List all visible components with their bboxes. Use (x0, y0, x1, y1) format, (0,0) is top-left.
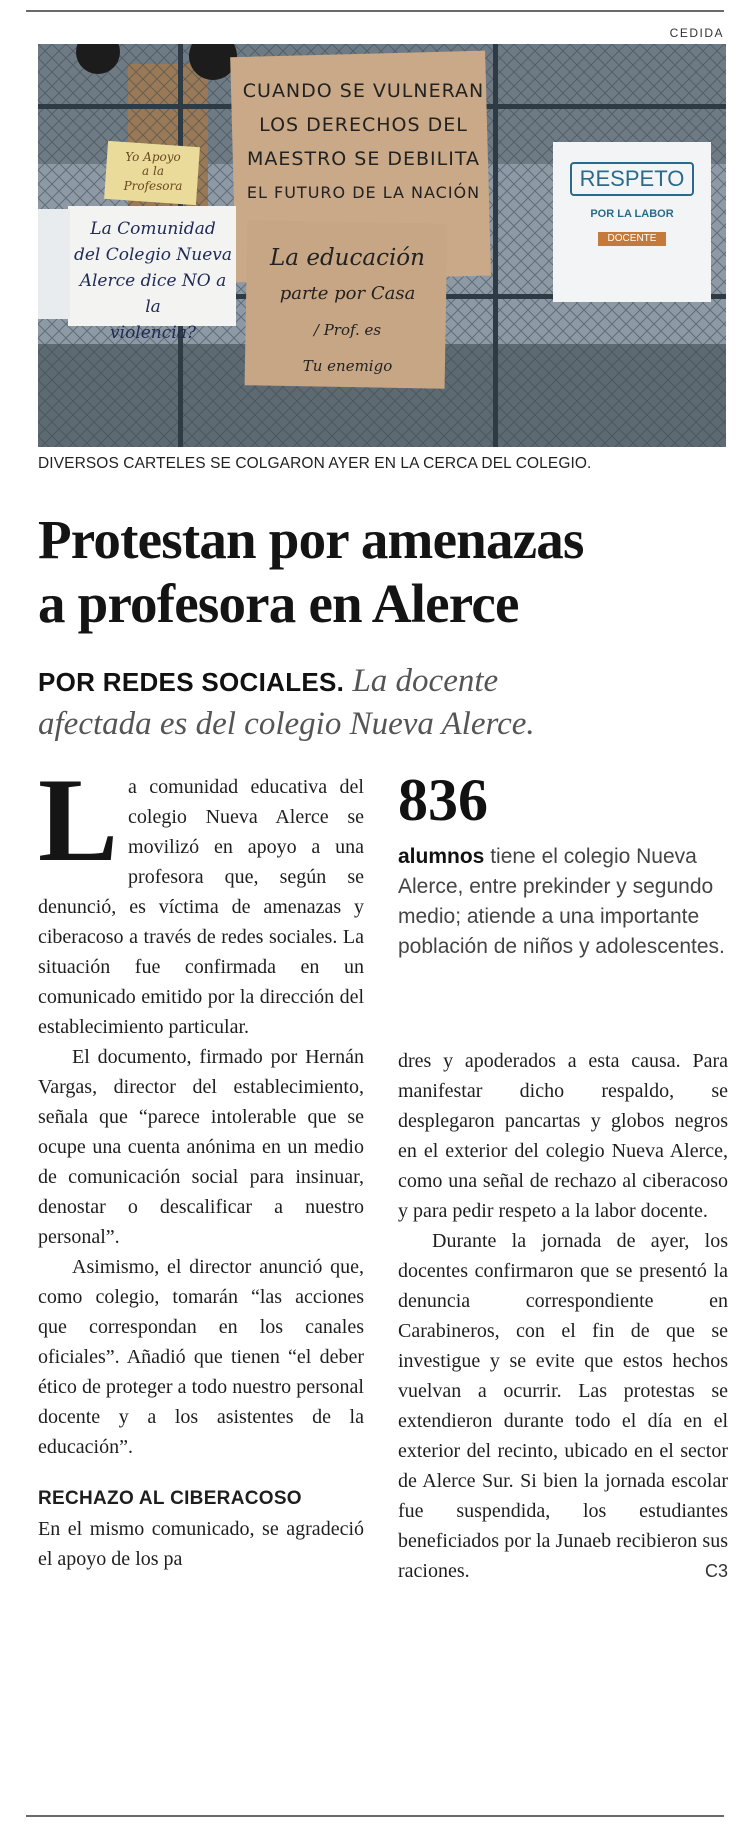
deck (38, 660, 728, 745)
paragraph-2: El documento, firmado por Hernán Vargas, director del establecimiento, señala que “parece intolerable que se ocupe una cuenta anónima en un medio de comunicación social para insinuar, denostar o descalificar a nuestro personal”. (38, 1046, 364, 1248)
headline: Protestan por amenazas a profesora en Alerce (38, 509, 584, 634)
stat-text: tiene el colegio Nueva Alerce, entre prekinder y segundo medio; atiende a una importante población de niños y adolescentes. (398, 845, 725, 958)
paragraph-5: dres y apoderados a esta causa. Para manifestar dicho respaldo, se desplegaron pancartas y globos negros en el exterior del colegio Nueva Alerce, como una señal de rechazo al ciberacoso y para pedir respeto a la labor docente. (398, 1050, 728, 1222)
column-left (38, 753, 364, 1574)
bottom-rule (26, 1815, 724, 1817)
paragraph-4: En el mismo comunicado, se agradeció el apoyo de los pa (38, 1518, 364, 1570)
photo-credit: CEDIDA (669, 26, 724, 40)
drop-cap: L (38, 753, 119, 886)
kicker: POR REDES SOCIALES. (38, 667, 345, 697)
article-photo (38, 44, 726, 447)
stat-description (398, 842, 728, 962)
column-right (398, 1046, 728, 1586)
stat-label: alumnos (398, 845, 485, 868)
lead-text-2: afectada es del colegio Nueva Alerce. (38, 706, 535, 742)
top-rule (26, 10, 724, 12)
stat-number: 836 (398, 767, 488, 833)
photo-caption: DIVERSOS CARTELES SE COLGARON AYER EN LA CERCA DEL COLEGIO. (38, 455, 592, 472)
end-mark-icon: C3 (704, 1561, 728, 1581)
education-sign: La educación parte por Casa / Prof. es Tu enemigo (270, 245, 425, 375)
main-protest-sign: CUANDO SE VULNERAN LOS DERECHOS DEL MAESTRO SE DEBILITA EL FUTURO DE LA NACIÓN (242, 80, 485, 202)
respect-sign: RESPETO POR LA LABOR DOCENTE (556, 162, 708, 246)
community-sign: La Comunidad del Colegio Nueva Alerce dice NO a la violencia? (73, 219, 233, 343)
paragraph-6: Durante la jornada de ayer, los docentes confirmaron que se presentó la denuncia correspondiente en Carabineros, con el fin de que se investigue y se evite que estos hechos vuelvan a ocurrir. Las protestas se extendieron durante todo el día en el exterior del recinto, ubicado en el sector de Alerce Sur. Si bien la jornada escolar fue suspendida, los estudiantes beneficiados por la Junaeb recibieron sus raciones. C3 (398, 1226, 728, 1586)
subheading: RECHAZO AL CIBERACOSO (38, 1488, 302, 1509)
paragraph-3: Asimismo, el director anunció que, como colegio, tomarán “las acciones que correspondan en los canales oficiales”. Añadió que tienen “el deber ético de proteger a todo nuestro personal docente y a los asistentes de la educación”. (38, 1256, 364, 1458)
paragraph-1: L a comunidad educativa del colegio Nueva Alerce se movilizó en apoyo a una profesora que, según se denunció, es víctima de amenazas y ciberacoso a través de redes sociales. La situación fue confirmada en un comunicado emitido por la dirección del establecimiento particular. (38, 753, 364, 1038)
lead-text-1: La docente (352, 663, 499, 699)
small-support-sign: Yo Apoyo a la Profesora (123, 150, 183, 193)
